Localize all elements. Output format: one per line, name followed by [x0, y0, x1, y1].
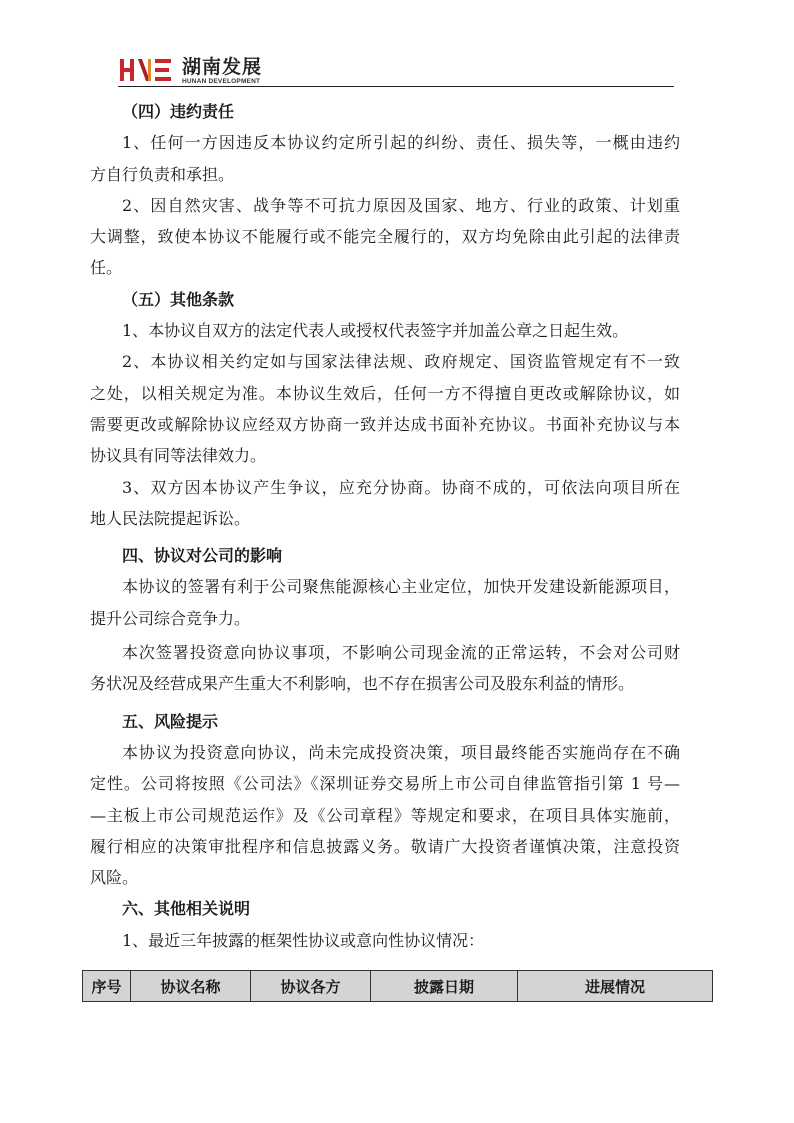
text-line: 地人民法院提起诉讼。: [90, 508, 251, 528]
paragraph: [90, 472, 680, 535]
text-line: 1、任何一方因违反本协议约定所引起的纠纷、责任、损失等，一概由违约: [122, 133, 680, 153]
paragraph: [90, 315, 680, 346]
col-header-agreement-name: 协议名称: [131, 971, 251, 1002]
text-line: 履行相应的决策审批程序和信息披露义务。敬请广大投资者谨慎决策，注意投资: [90, 836, 680, 856]
paragraph: [90, 346, 680, 471]
text-line: —主板上市公司规范运作》及《公司章程》等规定和要求，在项目具体实施前，: [90, 805, 680, 825]
section-heading: [90, 284, 680, 315]
text-line: 任。: [90, 258, 123, 278]
text-line: 需要更改或解除协议应经双方协商一致并达成书面补充协议。书面补充协议与本: [90, 414, 680, 434]
text-line: 务状况及经营成果产生重大不利影响，也不存在损害公司及股东利益的情形。: [90, 674, 635, 694]
text-line: 六、其他相关说明: [122, 899, 251, 919]
text-line: 协议具有同等法律效力。: [90, 446, 267, 466]
col-header-progress: 进展情况: [518, 971, 713, 1002]
text-line: 提升公司综合竞争力。: [90, 608, 251, 628]
agreements-table: [82, 970, 713, 1002]
paragraph: [90, 925, 680, 956]
paragraph: [90, 190, 680, 284]
text-line: （四）违约责任: [122, 102, 235, 121]
text-line: 3、双方因本协议产生争议，应充分协商。协商不成的，可依法向项目所在: [122, 477, 680, 497]
paragraph: [90, 637, 680, 700]
text-line: 之处，以相关规定为准。本协议生效后，任何一方不得擅自更改或解除协议，如: [90, 383, 680, 403]
company-name-en: HUNAN DEVELOPMENT: [182, 78, 261, 85]
company-name-cn: 湖南发展: [182, 56, 263, 78]
text-line: 风险。: [90, 868, 139, 888]
page-header: [118, 56, 674, 87]
table-header-row: [83, 971, 713, 1002]
text-line: 2、本协议相关约定如与国家法律法规、政府规定、国资监管规定有不一致: [122, 352, 680, 372]
text-line: 四、协议对公司的影响: [122, 546, 283, 566]
section-heading: [90, 96, 680, 127]
section-heading: [90, 540, 680, 571]
text-line: （五）其他条款: [122, 289, 235, 309]
text-line: 大调整，致使本协议不能履行或不能完全履行的，双方均免除由此引起的法律责: [90, 227, 680, 247]
document-body: [90, 96, 680, 956]
text-line: 本次签署投资意向协议事项，不影响公司现金流的正常运转，不会对公司财: [122, 643, 680, 663]
col-header-disclosure-date: 披露日期: [371, 971, 518, 1002]
col-header-parties: 协议各方: [251, 971, 371, 1002]
paragraph: [90, 571, 680, 634]
text-line: 定性。公司将按照《公司法》《深圳证券交易所上市公司自律监管指引第 1 号—: [90, 774, 680, 794]
paragraph: [90, 737, 680, 893]
text-line: 1、最近三年披露的框架性协议或意向性协议情况：: [122, 930, 485, 950]
col-header-index: 序号: [83, 971, 131, 1002]
company-logo: [120, 58, 172, 82]
text-line: 本协议为投资意向协议，尚未完成投资决策，项目最终能否实施尚存在不确: [122, 742, 680, 762]
text-line: 本协议的签署有利于公司聚焦能源核心主业定位，加快开发建设新能源项目，: [122, 577, 680, 597]
paragraph: [90, 127, 680, 190]
text-line: 方自行负责和承担。: [90, 164, 235, 184]
text-line: 五、风险提示: [122, 711, 219, 731]
text-line: 2、因自然灾害、战争等不可抗力原因及国家、地方、行业的政策、计划重: [122, 195, 680, 215]
text-line: 1、本协议自双方的法定代表人或授权代表签字并加盖公章之日起生效。: [122, 321, 629, 341]
section-heading: [90, 893, 680, 924]
section-heading: [90, 706, 680, 737]
